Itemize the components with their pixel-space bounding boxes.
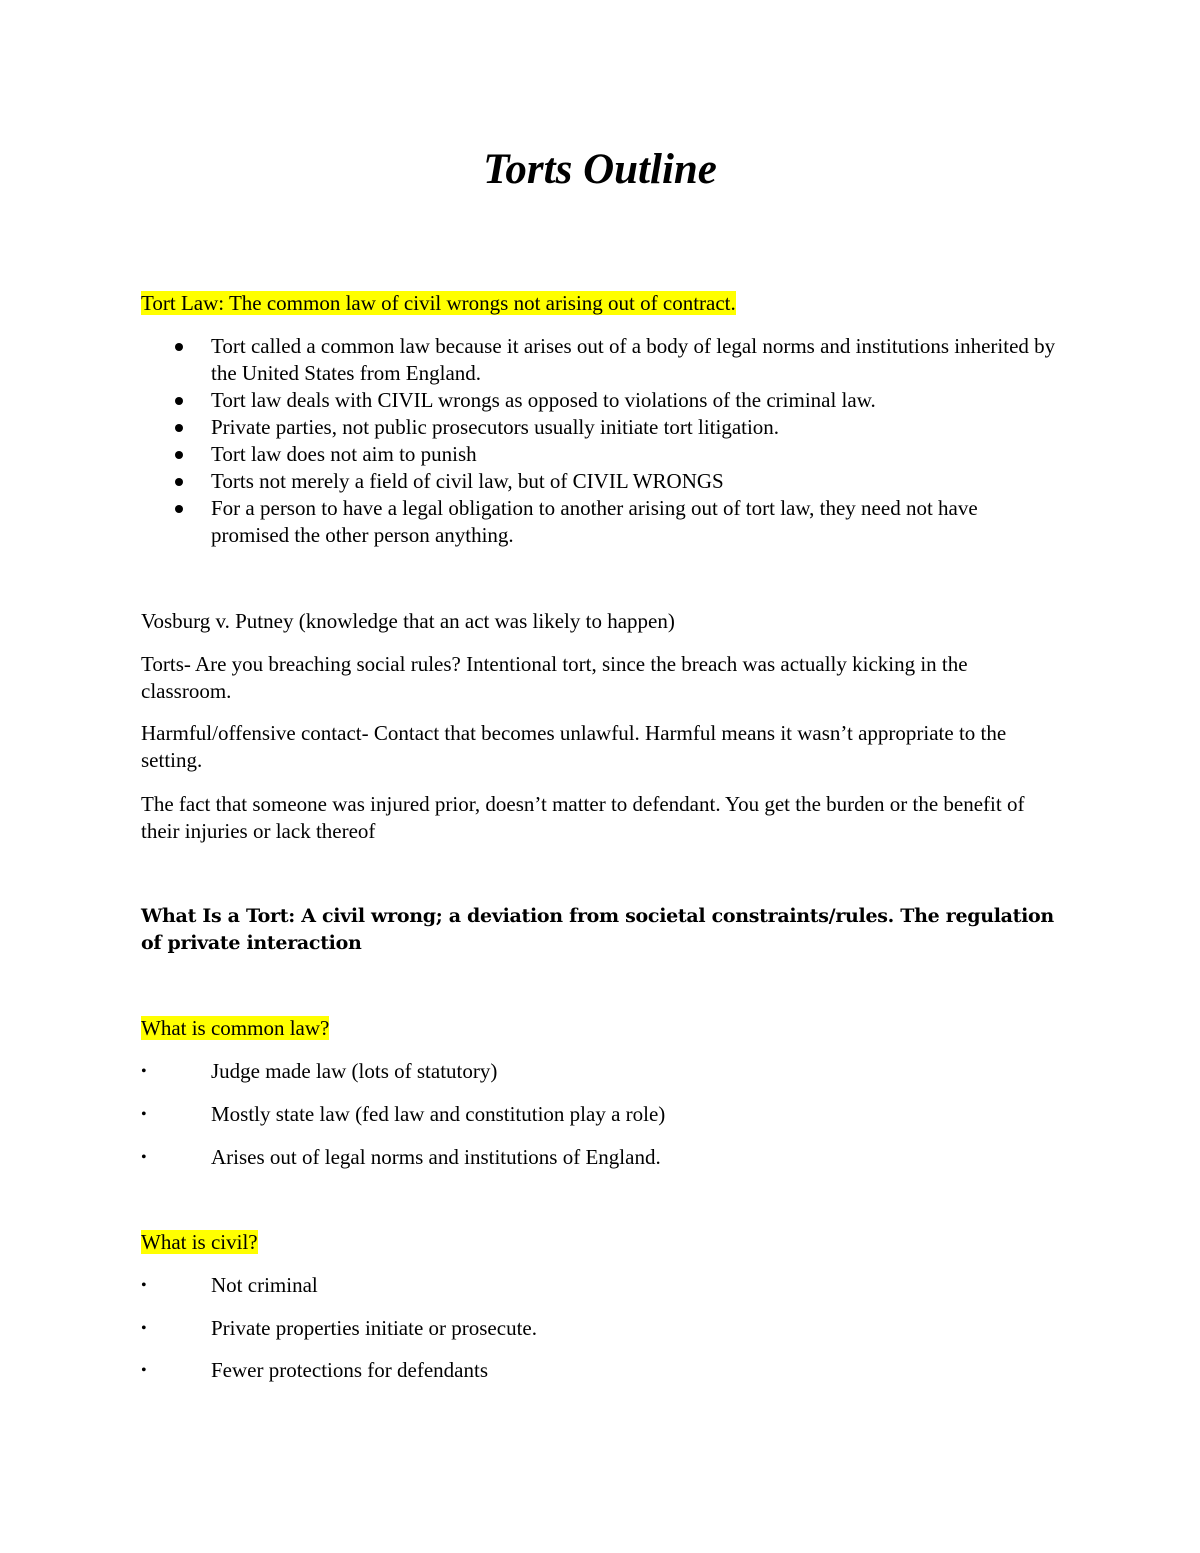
list-item: For a person to have a legal obligation to another arising out of tort law, they need not have promised the other person anything. [141,495,1061,549]
bullet-icon: • [141,1362,147,1379]
list-item: Tort called a common law because it arises out of a body of legal norms and institutions inherited by the United States from England. [141,333,1061,387]
list-item: Tort law deals with CIVIL wrongs as opposed to violations of the criminal law. [141,387,1061,414]
list-item-text: Arises out of legal norms and institutions of England. [211,1145,661,1169]
list-item: Tort law does not aim to punish [141,441,1061,468]
list-item: Torts not merely a field of civil law, but of CIVIL WRONGS [141,468,1061,495]
tort-law-heading-highlight: Tort Law: The common law of civil wrongs not arising out of contract. [141,291,736,315]
tort-law-heading [141,290,1061,317]
injured-prior-note: The fact that someone was injured prior, doesn’t matter to defendant. You get the burden or the benefit of their injuries or lack thereof [141,792,1025,843]
list-item-text: Private properties initiate or prosecute. [211,1316,537,1340]
bullet-icon: • [141,1106,147,1123]
harmful-contact-note: Harmful/offensive contact- Contact that becomes unlawful. Harmful means it wasn’t appropriate to the setting. [141,721,1007,772]
list-item-text: Judge made law (lots of statutory) [211,1059,498,1083]
vosburg-note: Vosburg v. Putney (knowledge that an act was likely to happen) [141,609,675,633]
civil-heading-highlight: What is civil? [141,1230,258,1254]
page-title: Torts Outline [483,146,717,193]
civil-heading [141,1229,1061,1256]
list-item-text: Mostly state law (fed law and constitution play a role) [211,1102,666,1126]
bullet-icon: • [141,1320,147,1337]
bullet-icon: • [141,1277,147,1294]
what-is-tort-definition: What Is a Tort: A civil wrong; a deviation from societal constraints/rules. The regulation of private interaction [141,905,1054,954]
bullet-icon: • [141,1149,147,1166]
bullet-icon: • [141,1063,147,1080]
list-item-text: Fewer protections for defendants [211,1358,488,1382]
list-item-text: Not criminal [211,1273,318,1297]
common-law-heading-highlight: What is common law? [141,1016,330,1040]
list-item: Private parties, not public prosecutors usually initiate tort litigation. [141,414,1061,441]
torts-social-note: Torts- Are you breaching social rules? Intentional tort, since the breach was actually kicking in the classroom. [141,652,968,703]
tort-law-bullet-list [141,333,1061,549]
common-law-heading [141,1015,1061,1042]
